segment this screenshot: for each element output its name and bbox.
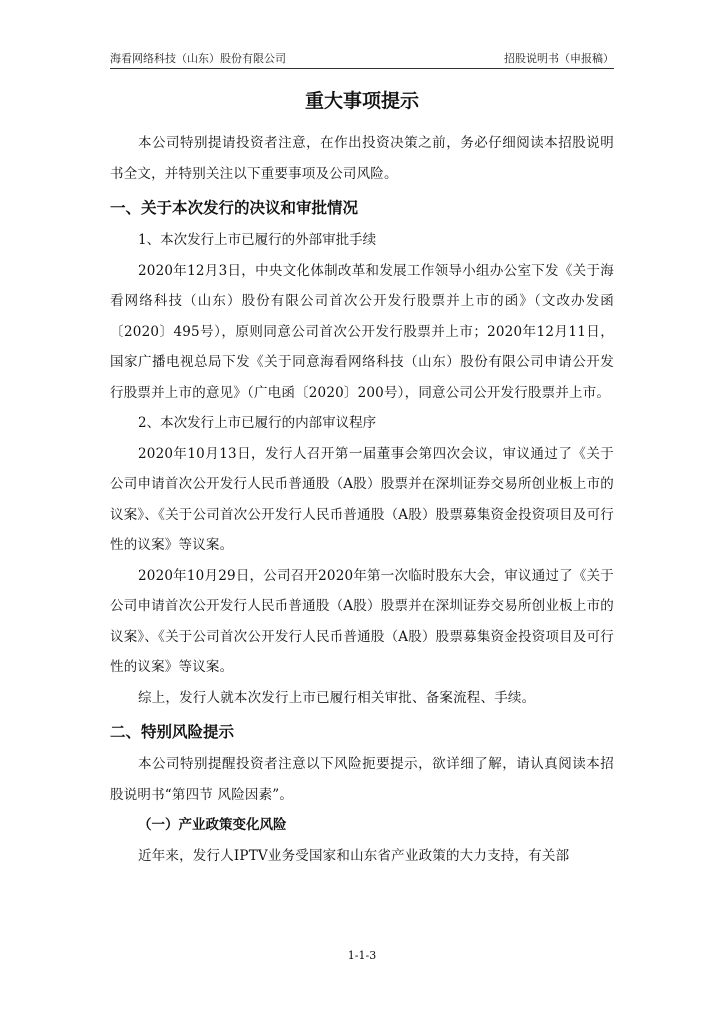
header-company-name: 海看网络科技（山东）股份有限公司 <box>110 52 286 65</box>
section-1-heading: 一、关于本次发行的决议和审批情况 <box>110 199 359 217</box>
subsection-2-label: 2、本次发行上市已履行的内部审议程序 <box>138 415 377 431</box>
board-meeting-paragraph: 2020年10月13日，发行人召开第一届董事会第四次会议，审议通过了《关于公司申请首次公开发行人民币普通股（A股）股票并在深圳证券交易所创业板上市的议案》、《关于公司首次公开发行人民币普通股（A股）股票募集资金投资项目及可行性的议案》等议案。 <box>110 445 614 553</box>
risk-1-heading: （一）产业政策变化风险 <box>138 817 287 833</box>
document-body <box>110 88 614 871</box>
external-approval-paragraph: 2020年12月3日，中央文化体制改革和发展工作领导小组办公室下发《关于海看网络科技（山东）股份有限公司首次公开发行股票并上市的函》（文改办发函〔2020〕495号），原则同意公司首次公开发行股票并上市；2020年12月11日，国家广播电视总局下发《关于同意海看网络科技（山东）股份有限公司申请公开发行股票并上市的意见》（广电函〔2020〕200号），同意公司公开发行股票并上市。 <box>110 262 614 401</box>
summary-paragraph: 综上，发行人就本次发行上市已履行相关审批、备案流程、手续。 <box>138 689 536 706</box>
shareholder-meeting-paragraph: 2020年10月29日，公司召开2020年第一次临时股东大会，审议通过了《关于公司申请首次公开发行人民币普通股（A股）股票并在深圳证券交易所创业板上市的议案》、《关于公司首次公开发行人民币普通股（A股）股票募集资金投资项目及可行性的议案》等议案。 <box>110 567 614 675</box>
header-document-type: 招股说明书（申报稿） <box>504 52 614 65</box>
page-number: 1-1-3 <box>347 949 377 962</box>
page-title: 重大事项提示 <box>304 90 419 112</box>
risk-intro-paragraph: 本公司特别提醒投资者注意以下风险扼要提示，欲详细了解，请认真阅读本招股说明书“第四节 风险因素”。 <box>110 756 614 803</box>
subsection-1-label: 1、本次发行上市已履行的外部审批手续 <box>138 232 377 248</box>
page-header <box>110 50 614 68</box>
section-2-heading: 二、特别风险提示 <box>110 723 235 741</box>
header-divider <box>110 68 614 69</box>
intro-paragraph: 本公司特别提请投资者注意，在作出投资决策之前，务必仔细阅读本招股说明书全文，并特别关注以下重要事项及公司风险。 <box>110 135 614 182</box>
risk-1-paragraph: 近年来，发行人IPTV业务受国家和山东省产业政策的大力支持，有关部 <box>138 847 570 864</box>
